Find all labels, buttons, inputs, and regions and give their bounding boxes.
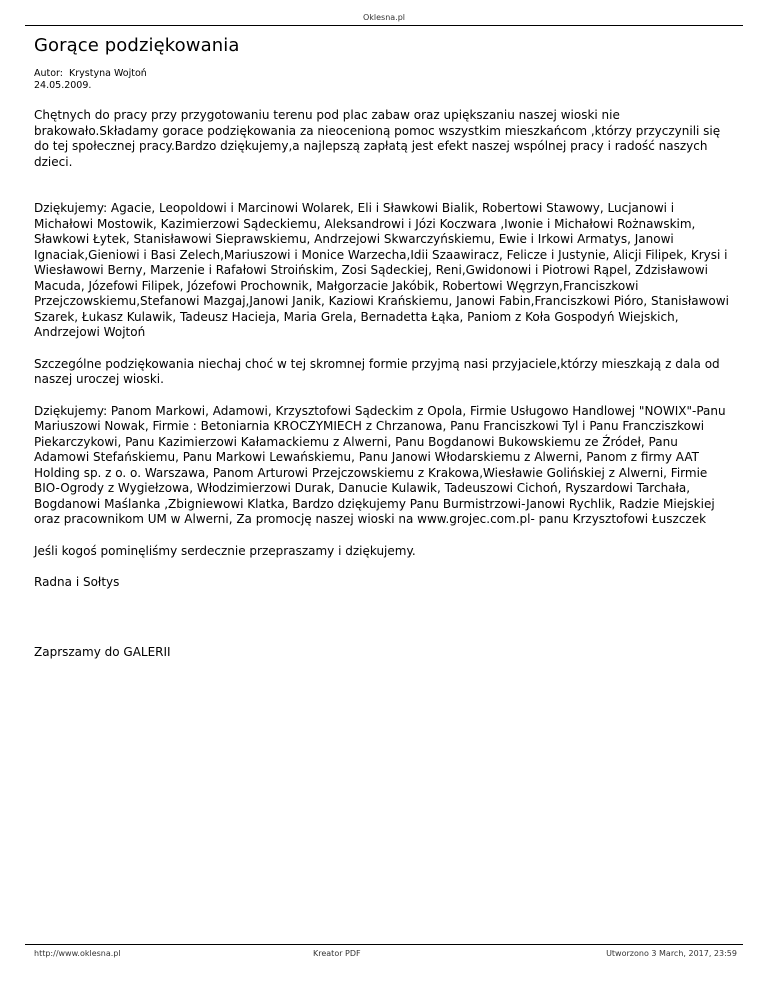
article-date: 24.05.2009. [34,80,92,91]
footer-created: Utworzono 3 March, 2017, 23:59 [606,949,737,958]
gallery-invitation: Zaprszamy do GALERII [34,644,171,659]
footer-generator: Kreator PDF [313,949,361,958]
header-divider [25,25,743,26]
intro-paragraph: Chętnych do pracy przy przygotowaniu terenu pod plac zabaw oraz upiększaniu naszej wioski nie brakowało.Składamy gorace podziękowania za nieocenioną pomoc wszystkim mieszkańcom ,którzy przyczynili się do tej społecznej pracy.Bardzo dziękujemy,a najlepszą zapłatą jest efekt naszej wspólnej pracy i radość naszych dzieci. [34,108,721,169]
thanks-friends-paragraph: Dziękujemy: Panom Markowi, Adamowi, Krzysztofowi Sądeckim z Opola, Firmie Usługowo Handlowej "NOWIX"-Panu Mariuszowi Nowak, Firmie : Betoniarnia KROCZYMIECH z Chrzanowa, Panu Franciszkowi Tyl i Panu Francziszkowi Piekarczykowi, Panu Kazimierzowi Kałamackiemu z Alwerni, Panu Bogdanowi Bukowskiemu ze Źródeł, Panu Adamowi Stefańskiemu, Panu Markowi Lewańskiemu, Panu Janowi Włodarskiemu z Alwerni, Panom z firmy AAT Holding sp. z o. o. Warszawa, Panom Arturowi Przejczowskiemu z Krakowa,Wiesławie Golińskiej z Alwerni, Firmie BIO-Ogrody z Wygiełzowa, Włodzimierzowi Durak, Danucie Kulawik, Tadeuszowi Cichoń, Ryszardowi Tarchała, Bogdanowi Maślanka ,Zbigniewowi Klatka, Bardzo dziękujemy Panu Burmistrzowi-Janowi Rychlik, Radzie Miejskiej oraz pracownikom UM w Alwerni, Za promocję naszej wioski na www.grojec.com.pl- panu Krzysztofowi Łuszczek [34,403,726,526]
page-title: Gorące podziękowania [34,35,240,56]
signature: Radna i Sołtys [34,575,120,589]
site-header: Oklesna.pl [362,13,406,22]
apology-paragraph: Jeśli kogoś pominęliśmy serdecznie przepraszamy i dziękujemy. [34,543,416,558]
article-body [34,108,734,676]
author-name: Krystyna Wojtoń [69,68,147,79]
article-meta [34,68,147,92]
author-line [34,68,147,80]
footer-url: http://www.oklesna.pl [34,949,121,958]
special-thanks-paragraph: Szczególne podziękowania niechaj choć w tej skromnej formie przyjmą nasi przyjaciele,którzy mieszkają z dala od naszej uroczej wioski. [34,356,720,386]
author-label: Autor: [34,68,63,79]
footer-divider [25,944,743,945]
thanks-list-paragraph: Dziękujemy: Agacie, Leopoldowi i Marcinowi Wolarek, Eli i Sławkowi Bialik, Robertowi Stawowy, Lucjanowi i Michałowi Mostowik, Kazimierzowi Sądeckiemu, Aleksandrowi i Józi Koczwara ,Iwonie i Michałowi Rożnawskim, Sławkowi Łytek, Stanisławowi Sieprawskiemu, Andrzejowi Skwarczyńskiemu, Ewie i Irkowi Armatys, Janowi Ignaciak,Gieniowi i Basi Zelech,Mariuszowi i Monice Warzecha,Idii Szaawiracz, Felicze i Justynie, Alicji Filipek, Krysi i Wiesławowi Berny, Marzenie i Rafałowi Stroińskim, Zosi Sądeckiej, Reni,Gwidonowi i Piotrowi Rąpel, Zdzisławowi Macuda, Józefowi Filipek, Józefowi Prochownik, Małgorzacie Jakóbik, Robertowi Węgrzyn,Franciszkowi Przejczowskiemu,Stefanowi Mazgaj,Janowi Janik, Kaziowi Krańskiemu, Janowi Fabin,Franciszkowi Pióro, Stanisławowi Szarek, Łukasz Kulawik, Tadeusz Hacieja, Maria Grela, Bernadetta Łąka, Paniom z Koła Gospodyń Wiejskich, Andrzejowi Wojtoń [34,201,729,339]
